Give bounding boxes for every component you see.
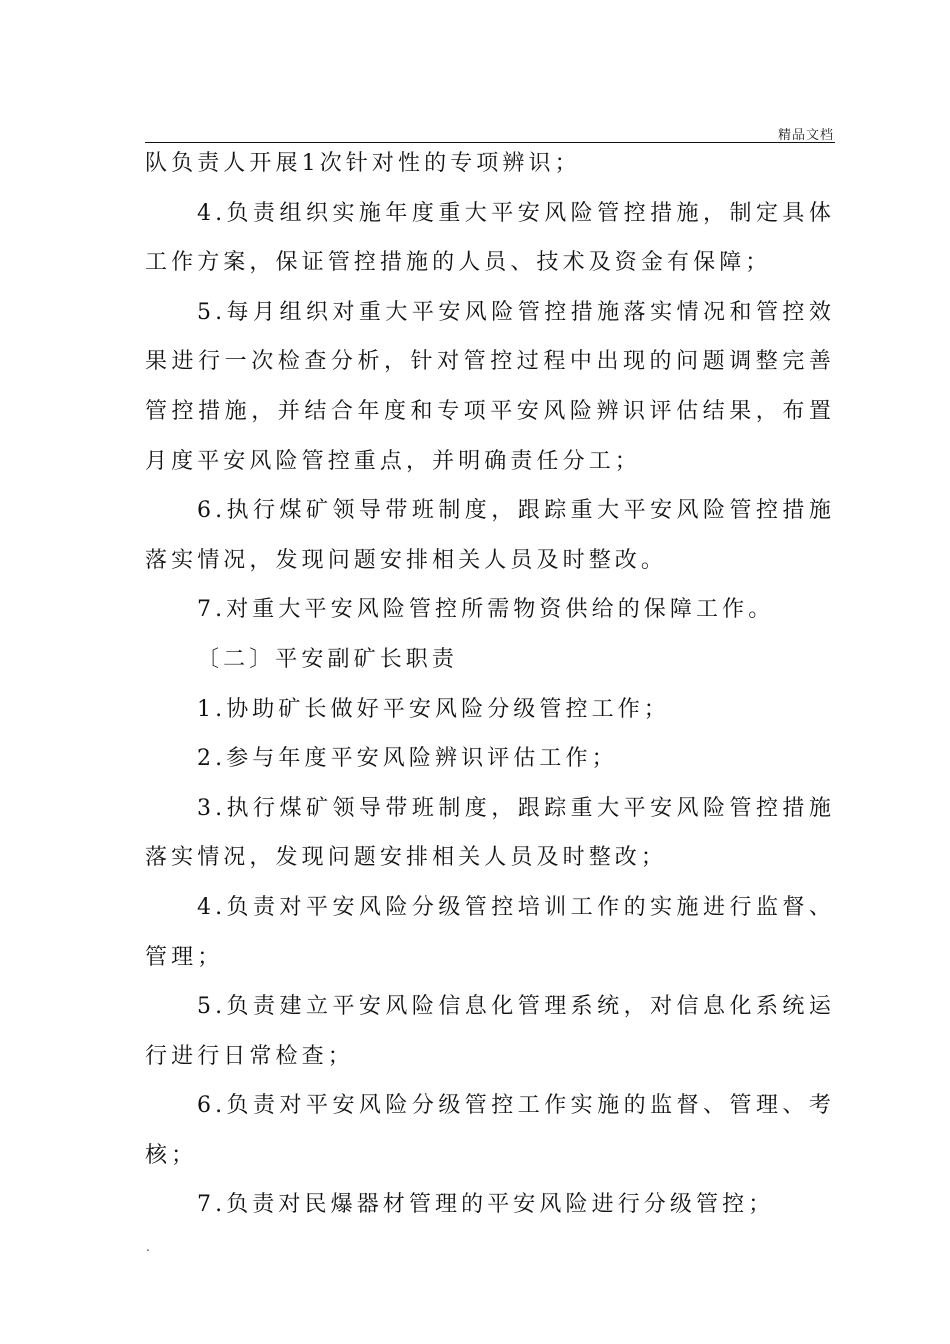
- paragraph-10: 4.负责对平安风险分级管控培训工作的实施进行监督、管理；: [145, 894, 835, 970]
- document-body: [145, 139, 835, 1230]
- paragraph-8: 2.参与年度平安风险辨识评估工作；: [197, 746, 618, 772]
- paragraph-12: 6.负责对平安风险分级管控工作实施的监督、管理、考核；: [145, 1093, 835, 1168]
- paragraph-3: 5.每月组织对重大平安风险管控措施落实情况和管控效果进行一次检查分析，针对管控过程中出现的问题调整完善管控措施，并结合年度和专项平安风险辨识评估结果，布置月度平安风险管控重点，并明确责任分工；: [145, 299, 835, 474]
- paragraph-4: 6.执行煤矿领导带班制度，跟踪重大平安风险管控措施落实情况，发现问题安排相关人员及时整改。: [145, 498, 835, 573]
- paragraph-1: 队负责人开展1次针对性的专项辨识；: [145, 151, 581, 176]
- header-label: 精品文档: [777, 128, 834, 143]
- footer-mark: .: [146, 1240, 150, 1254]
- paragraph-5: 7.对重大平安风险管控所需物资供给的保障工作。: [197, 597, 775, 623]
- paragraph-9: 3.执行煤矿领导带班制度，跟踪重大平安风险管控措施落实情况，发现问题安排相关人员及时整改；: [145, 795, 835, 871]
- paragraph-11: 5.负责建立平安风险信息化管理系统，对信息化系统运行进行日常检查；: [145, 994, 835, 1069]
- paragraph-7: 1.协助矿长做好平安风险分级管控工作；: [197, 696, 670, 722]
- paragraph-13: 7.负责对民爆器材管理的平安风险进行分级管控；: [197, 1192, 775, 1218]
- paragraph-2: 4.负责组织实施年度重大平安风险管控措施，制定具体工作方案，保证管控措施的人员、技术及资金有保障；: [145, 200, 835, 276]
- section-heading: 〔二〕平安副矿长职责: [197, 646, 459, 672]
